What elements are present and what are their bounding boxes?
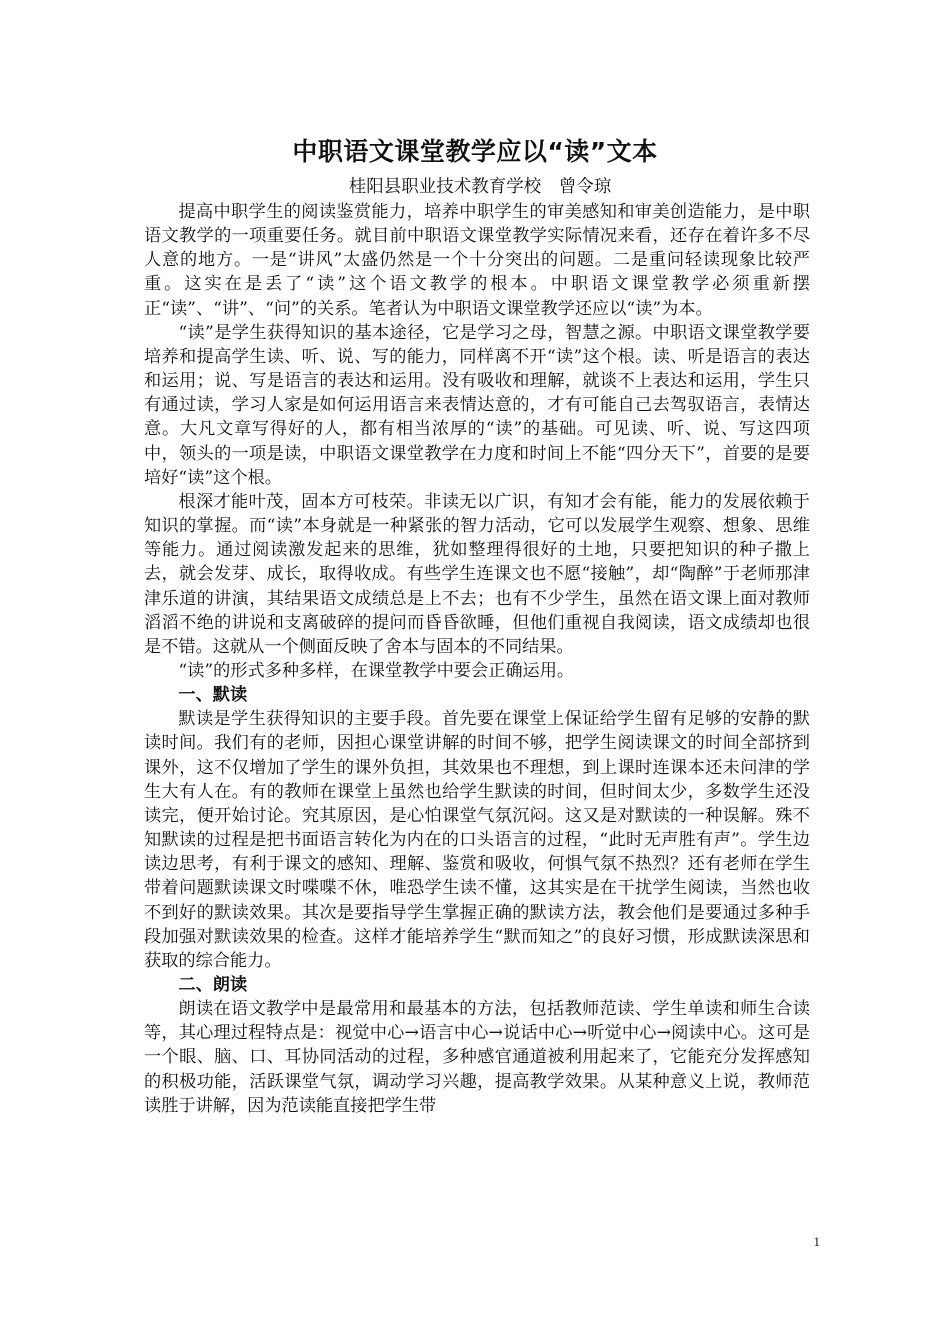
paragraph: “读”是学生获得知识的基本途径，它是学习之母，智慧之源。中职语文课堂教学要培养和提高学生读、听、说、写的能力，同样离不开“读”这个根。读、听是语言的表达和运用；说、写是语言的表达和运用。没有吸收和理解，就谈不上表达和运用，学生只有通过读，学习人家是如何运用语言来表情达意的，才有可能自己去驾驭语言，表情达意。大凡文章写得好的人，都有相当浓厚的“读”的基础。可见读、听、说、写这四项中，领头的一项是读，中职语文课堂教学在力度和时间上不能“四分天下”，首要的是要培好“读”这个根。	[144, 322, 810, 488]
section-heading-silent-reading: 一、默读	[178, 685, 248, 706]
paragraph: 提高中职学生的阅读鉴赏能力，培养中职学生的审美感知和审美创造能力，是中职语文教学的一项重要任务。就目前中职语文课堂教学实际情况来看，还存在着许多不尽人意的地方。一是“讲风”太盛仍然是一个十分突出的问题。二是重问轻读现象比较严重。这实在是丢了“读”这个语文教学的根本。中职语文课堂教学必须重新摆正“读”、“讲”、“问”的关系。笔者认为中职语文课堂教学还应以“读”为本。	[144, 202, 810, 319]
page-number: 1	[813, 1234, 820, 1249]
section-heading-reading-aloud: 二、朗读	[178, 975, 248, 995]
paragraph: 根深才能叶茂，固本方可枝荣。非读无以广识，有知才会有能，能力的发展依赖于知识的掌握。而“读”本身就是一种紧张的智力活动，它可以发展学生观察、想象、思维等能力。通过阅读激发起来的思维，犹如整理得很好的土地，只要把知识的种子撒上去，就会发芽、成长，取得收成。有些学生连课文也不愿“接触”，却“陶醉”于老师那津津乐道的讲演，其结果语文成绩总是上不去；也有不少学生，虽然在语文课上面对教师滔滔不绝的讲说和支离破碎的提问而昏昏欲睡，但他们重视自我阅读，语文成绩却也很是不错。这就从一个侧面反映了舍本与固本的不同结果。	[144, 491, 810, 657]
paragraph: “读”的形式多种多样，在课堂教学中要会正确运用。	[178, 660, 575, 681]
section-paragraph: 朗读在语文教学中是最常用和最基本的方法，包括教师范读、学生单读和师生合读等，其心理过程特点是：视觉中心→语言中心→说话中心→听觉中心→阅读中心。这可是一个眼、脑、口、耳协同活动的过程，多种感官通道被利用起来了，它能充分发挥感知的积极功能，活跃课堂气氛，调动学习兴趣，提高教学效果。从某种意义上说，教师范读胜于讲解，因为范读能直接把学生带	[144, 999, 810, 1116]
section-paragraph: 默读是学生获得知识的主要手段。首先要在课堂上保证给学生留有足够的安静的默读时间。我们有的老师，因担心课堂讲解的时间不够，把学生阅读课文的时间全部挤到课外，这不仅增加了学生的课外负担，其效果也不理想，到上课时连课本还未问津的学生大有人在。有的教师在课堂上虽然也给学生默读的时间，但时间太少，多数学生还没读完，便开始讨论。究其原因，是心怕课堂气氛沉闷。这又是对默读的一种误解。殊不知默读的过程是把书面语言转化为内在的口头语言的过程，“此时无声胜有声”。学生边读边思考，有利于课文的感知、理解、鉴赏和吸收，何惧气氛不热烈？还有老师在学生带着问题默读课文时喋喋不休，唯恐学生读不懂，这其实是在干扰学生阅读，当然也收不到好的默读效果。其次是要指导学生掌握正确的默读方法，教会他们是要通过多种手段加强对默读效果的检查。这样才能培养学生“默而知之”的良好习惯，形成默读深思和获取的综合能力。	[144, 709, 810, 971]
article-body	[144, 200, 810, 1118]
author-byline: 桂阳县职业技术教育学校 曾令琼	[348, 177, 612, 197]
document-title: 中职语文课堂教学应以“读”文本	[292, 137, 658, 166]
